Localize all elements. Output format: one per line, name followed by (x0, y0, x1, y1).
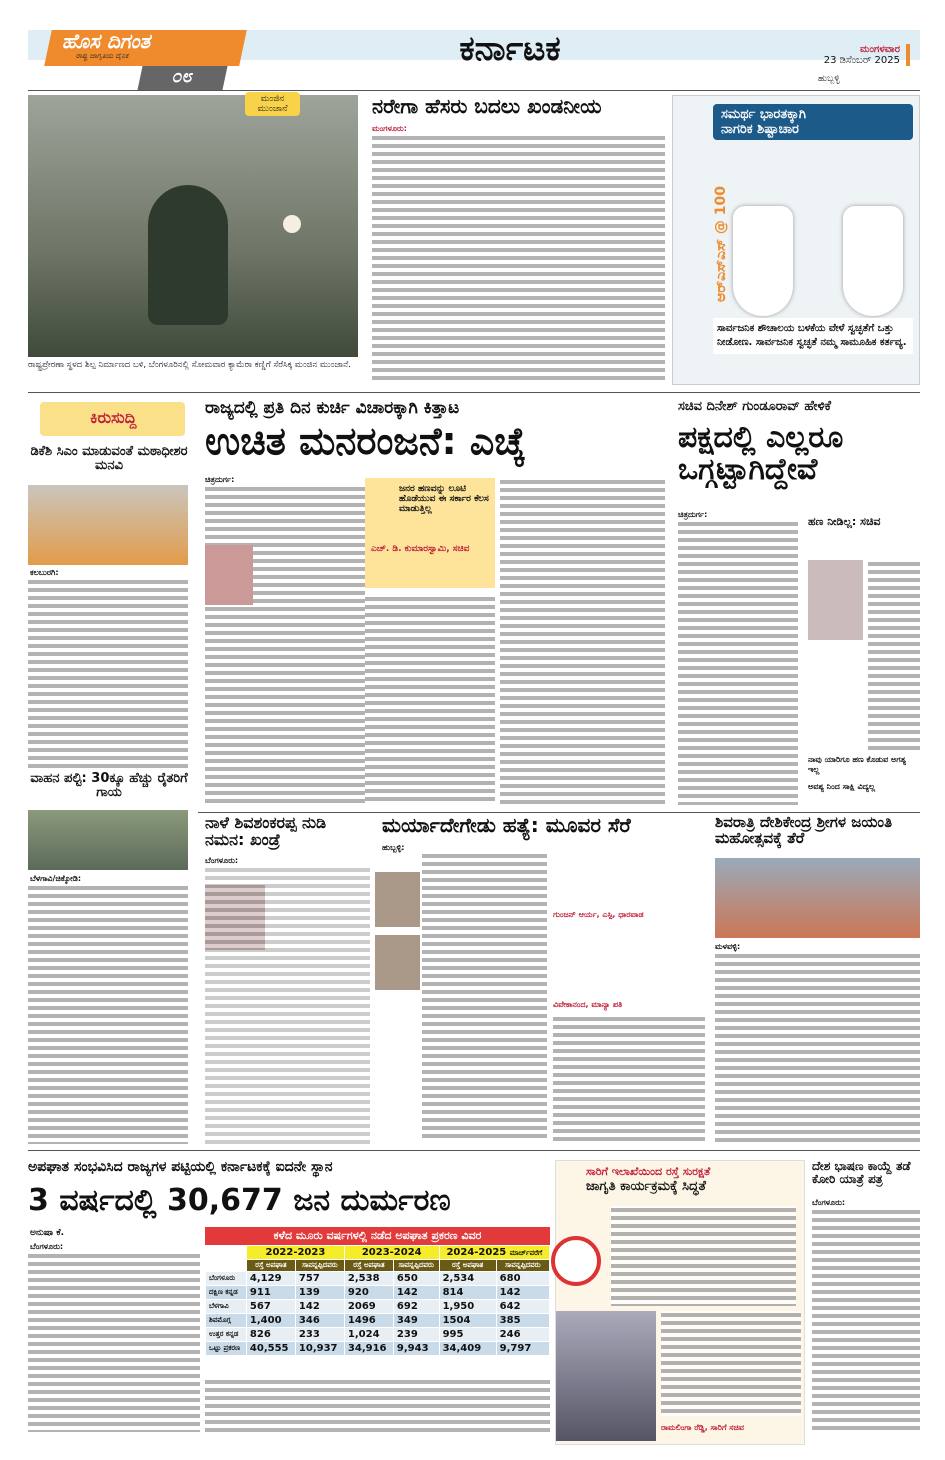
quote-text: ಜನರ ಹಣವನ್ನು ಲೂಟಿ ಹೊಡೆಯುವ ಈ ಸರ್ಕಾರ ಕೆಲಸ ಮಾಡುತ್ತಿಲ್ಲ (399, 484, 489, 514)
table-cell: 680 (496, 1272, 549, 1286)
ad-title (713, 104, 913, 140)
urinal-icon (733, 206, 793, 316)
table-cell: 34,409 (439, 1342, 496, 1356)
year-header: 2024-2025 ಮಾರ್ಚ್‌ವರೆಗೆ (439, 1246, 549, 1260)
shivaratri-headline: ಶಿವರಾತ್ರಿ ದೇಶಿಕೇಂದ್ರ ಶ್ರೀಗಳ ಜಯಂತಿ ಮಹೋತ್ಸವಕ್ಕೆ ತೆರೆ (715, 813, 893, 847)
table-row (206, 1328, 550, 1342)
photo-tag: ಮಂಜಿನ ಮುಂಜಾನೆ (245, 92, 300, 116)
date-block (800, 44, 910, 66)
dinesh-bullet-2: ಅವಶ್ಯ ನಿಂದ ಸಾಕ್ಷಿ ವಿದ್ಯಲ್ಲ (808, 782, 876, 791)
logo (44, 30, 247, 66)
murder-quote-2: ವಿವೇಕಾನಂದ, ಮಾನ್ಯಾ ಪತಿ (553, 1000, 623, 1009)
edition: ಹುಬ್ಬಳ್ಳಿ (818, 74, 840, 84)
district-cell: ಒಟ್ಟು ಪ್ರಕರಣ (206, 1342, 247, 1356)
awareness-logo (551, 1236, 601, 1286)
kiru-dateline-1: ಕಲಬುರಗಿ: (30, 568, 59, 577)
table-cell: 920 (344, 1286, 393, 1300)
fog-photo (28, 95, 358, 357)
table-cell: 9,797 (496, 1342, 549, 1356)
divider (28, 392, 920, 393)
shivaratri-dateline: ಮಳವಳ್ಳಿ: (715, 942, 741, 951)
lead-body-3 (500, 478, 665, 805)
district-cell: ಶಿವಮೊಗ್ಗ (206, 1314, 247, 1328)
urinal-icon (843, 206, 903, 316)
table-cell: 1,024 (344, 1328, 393, 1342)
table-row (206, 1272, 550, 1286)
murder-body-2 (553, 1015, 705, 1143)
year-header: 2022-2023 (246, 1246, 344, 1260)
table-cell: 826 (246, 1328, 295, 1342)
table-row (206, 1314, 550, 1328)
table-cell: 233 (295, 1328, 344, 1342)
shivaratri-body (715, 952, 920, 1144)
road-safety-ad (555, 1160, 805, 1445)
table-cell: 2069 (344, 1300, 393, 1314)
table-cell: 2,538 (344, 1272, 393, 1286)
crash-photo (556, 1311, 656, 1441)
murder-body (422, 852, 547, 1142)
photo-caption: ರಾಷ್ಟ್ರಪ್ರೇರಣಾ ಸ್ಥಳದ ಶಿಲ್ಪ ನಿರ್ಮಾಣದ ಬಳಿ, ಬೆಂಗಳೂರಿನಲ್ಲಿ ಸೋಮವಾರ ಕ್ಯಾಮೆರಾ ಕಣ್ಣಿಗೆ ಸೆರೆಸಿಕ್ಕ ಮಂಜಿನ ಮುಂಜಾನೆ. (28, 360, 351, 370)
dinesh-side-body (868, 560, 920, 750)
lead-quote-box (365, 478, 495, 588)
district-cell: ದಕ್ಷಿಣ ಕನ್ನಡ (206, 1286, 247, 1300)
divider (28, 1150, 920, 1151)
table-cell: 642 (496, 1300, 549, 1314)
year-header: 2023-2024 (344, 1246, 439, 1260)
dinesh-side-head: ಹಣ ನೀಡಿಲ್ಲ: ಸಚಿವ (808, 515, 881, 528)
logo-tagline: ರಾಷ್ಟ್ರ ಜಾಗೃತಿಯ ದೈನಿಕ (75, 52, 130, 60)
kiru-dateline-2: ಬೆಳಗಾವಿ/ಚಿಕ್ಕೋಡಿ: (30, 874, 82, 883)
table-cell: 1504 (439, 1314, 496, 1328)
ad-title-2: ಜಾಗೃತಿ ಕಾರ್ಯಕ್ರಮಕ್ಕೆ ಸಿದ್ಧತೆ (586, 1179, 706, 1194)
table-cell: 650 (393, 1272, 439, 1286)
accident-dateline: ಬೆಂಗಳೂರು: (30, 1242, 64, 1251)
shiva-body (205, 866, 370, 1146)
table-cell: 1,950 (439, 1300, 496, 1314)
table-cell: 34,916 (344, 1342, 393, 1356)
district-cell: ಬೆಂಗಳೂರು (206, 1272, 247, 1286)
nrega-body (372, 134, 665, 384)
accident-body (28, 1252, 200, 1432)
table-cell: 142 (295, 1300, 344, 1314)
district-cell: ಬೆಳಗಾವಿ (206, 1300, 247, 1314)
kiru-headline-2: ವಾಹನ ಪಲ್ಟಿ: 30ಕ್ಕೂ ಹೆಚ್ಚು ರೈತರಿಗೆ ಗಾಯ (30, 771, 188, 800)
table-cell: 239 (393, 1328, 439, 1342)
page-number: ೦೮ (137, 66, 227, 90)
accident-kicker: ಅಪಘಾತ ಸಂಭವಿಸಿದ ರಾಜ್ಯಗಳ ಪಟ್ಟಿಯಲ್ಲಿ ಕರ್ನಾಟಕಕ್ಕೆ ಐದನೇ ಸ್ಥಾನ (28, 1159, 333, 1175)
procession-photo (715, 858, 920, 938)
table-cell: 757 (295, 1272, 344, 1286)
weekday: ಮಂಗಳವಾರ (859, 44, 900, 55)
ad-title-line2: ನಾಗರಿಕ ಶಿಷ್ಟಾಚಾರ (721, 122, 799, 137)
nrega-dateline: ಮಂಗಳೂರು: (372, 124, 407, 133)
vehicle-photo (28, 810, 188, 870)
victim-photo (375, 935, 420, 990)
lead-dateline: ಚಿತ್ರದುರ್ಗ: (205, 475, 235, 484)
date: 23 ಡಿಸೆಂಬರ್ 2025 (823, 55, 900, 66)
table-cell: 349 (393, 1314, 439, 1328)
table-cell: 142 (496, 1286, 549, 1300)
district-cell: ಉತ್ತರ ಕನ್ನಡ (206, 1328, 247, 1342)
ad-body (611, 1206, 796, 1306)
accident-headline: 3 ವರ್ಷದಲ್ಲಿ 30,677 ಜನ ದುರ್ಮರಣ (28, 1183, 451, 1218)
dinesh-kicker: ಸಚಿವ ದಿನೇಶ್ ಗುಂಡೂರಾವ್ ಹೇಳಿಕೆ (678, 399, 832, 414)
logo-text: ಹೊಸ ದಿಗಂತ (60, 29, 155, 53)
table-row (206, 1286, 550, 1300)
lead-body (205, 485, 365, 805)
dinesh-photo (808, 560, 863, 640)
shiva-headline: ನಾಳೆ ಶಿವಶಂಕರಪ್ಪ ನುಡಿ ನಮನ: ಖಂಡ್ರೆ (205, 813, 327, 849)
table-cell: 814 (439, 1286, 496, 1300)
ad-quote (661, 1311, 801, 1416)
kiru-headline-1: ಡಿಕೆಶಿ ಸಿಎಂ ಮಾಡುವಂತೆ ಮಠಾಧೀಶರ ಮನವಿ (30, 444, 188, 473)
desh-headline: ದೇಶ ಭಾಷಣ ಕಾಯ್ದೆ ತಡೆ ಕೋರಿ ಯಾತ್ರೆ ಪತ್ರ (812, 1159, 911, 1186)
statue (148, 185, 228, 325)
table-cell: 10,937 (295, 1342, 344, 1356)
lead-headline: ಉಚಿತ ಮನರಂಜನೆ: ಎಚ್ಕೆ (205, 419, 526, 463)
shiva-dateline: ಬೆಂಗಳೂರು: (205, 856, 239, 865)
murder-headline: ಮರ್ಯಾದೇಗೇಡು ಹತ್ಯೆ: ಮೂವರ ಸೆರೆ (382, 813, 631, 837)
table-cell: 995 (439, 1328, 496, 1342)
table-cell: 911 (246, 1286, 295, 1300)
ad-quote-author: ರಾಮಲಿಂಗಾ ರೆಡ್ಡಿ, ಸಾರಿಗೆ ಸಚಿವ (661, 1423, 745, 1432)
byline: ಅನುಷಾ ಕೆ. (30, 1228, 65, 1238)
victim-photo (375, 872, 420, 927)
table-cell: 246 (496, 1328, 549, 1342)
table-cell: 346 (295, 1314, 344, 1328)
dinesh-dateline: ಚಿತ್ರದುರ್ಗ: (678, 510, 708, 519)
table-row (206, 1300, 550, 1314)
table-cell: 385 (496, 1314, 549, 1328)
ad-title-line1: ಸಮರ್ಥ ಭಾರತಕ್ಕಾಗಿ (721, 107, 806, 122)
murder-dateline: ಹುಬ್ಬಳ್ಳಿ: (382, 843, 405, 852)
ad-title-1: ಸಾರಿಗೆ ಇಲಾಖೆಯಿಂದ ರಸ್ತೆ ಸುರಕ್ಷತೆ (586, 1165, 711, 1178)
table-cell: 4,129 (246, 1272, 295, 1286)
accident-table: ಕಳೆದ ಮೂರು ವರ್ಷಗಳಲ್ಲಿ ನಡೆದ ಅಪಘಾತ ಪ್ರಕರಣ ವಿವರ 2022-2023 2023-2024 2024-2025 ಮಾರ್ಚ್‌ವರೆಗೆ ರಸ್ತೆ ಅಪಘಾತ ಸಾವನ್ನಪ್ಪಿದವರು ರಸ್ತೆ ಅಪಘಾತ ಸಾವನ್ನಪ್ಪಿದವರು ರಸ್ತೆ ಅಪಘಾತ ಸಾವನ್ನಪ್ಪಿದವರು ಬೆಂಗಳೂರು 4,129 757 2,538 650 2,534 680 ದಕ್ಷಿಣ ಕನ್ನಡ 911 139 920 142 814 142 ಬೆಳಗಾವಿ 567 142 2069 692 1,950 642 ಶಿವಮೊಗ್ಗ 1,400 346 1496 349 1504 385 ಉತ್ತರ ಕನ್ನಡ 826 233 1,024 239 995 246 ಒಟ್ಟು ಪ್ರಕರಣ 40,555 10,937 34,916 9,943 34,409 9,797 (205, 1227, 550, 1356)
desh-body (812, 1208, 920, 1433)
accident-body-2 (205, 1378, 550, 1433)
murder-quote-1: ಗುಂಜನ್ ಆರ್ಯ, ಎಸ್ಪಿ, ಧಾರವಾಡ (553, 910, 644, 919)
table-row (206, 1342, 550, 1356)
table-cell: 139 (295, 1286, 344, 1300)
nrega-headline: ನರೇಗಾ ಹೆಸರು ಬದಲು ಖಂಡನೀಯ (372, 94, 602, 118)
table-cell: 1,400 (246, 1314, 295, 1328)
lead-kicker: ರಾಜ್ಯದಲ್ಲಿ ಪ್ರತಿ ದಿನ ಕುರ್ಚಿ ವಿಚಾರಕ್ಕಾಗಿ ಕಿತ್ತಾಟ (205, 398, 460, 418)
kiru-label: ಕಿರುಸುದ್ದಿ (40, 402, 185, 436)
section-title: ಕರ್ನಾಟಕ (459, 29, 561, 69)
table-cell: 9,943 (393, 1342, 439, 1356)
lead-body-2 (365, 595, 495, 805)
kiru-body-2 (28, 884, 188, 1144)
dinesh-headline: ಪಕ್ಷದಲ್ಲಿ ಎಲ್ಲರೂ ಒಗ್ಗಟ್ಟಾಗಿದ್ದೇವೆ (678, 420, 844, 487)
hdk-photo (205, 545, 253, 605)
table-cell: 40,555 (246, 1342, 295, 1356)
dinesh-bullet-1: ನಾವು ಯಾರಿಗೂ ಹಣ ಕೊಡುವ ಅಗತ್ಯ ಇಲ್ಲ (808, 755, 906, 774)
ad-caption: ಸಾರ್ವಜನಿಕ ಶೌಚಾಲಯ ಬಳಕೆಯ ವೇಳೆ ಸ್ವಚ್ಛತೆಗೆ ಒತ್ತು ನೀಡೋಣ. ಸಾರ್ವಜನಿಕ ಸ್ವಚ್ಛತೆ ನಮ್ಮ ಸಾಮೂಹಿಕ ಕರ್ತವ್ಯ. (713, 318, 913, 354)
table-cell: 142 (393, 1286, 439, 1300)
table-cell: 2,534 (439, 1272, 496, 1286)
quote-author: ಎಚ್. ಡಿ. ಕುಮಾರಸ್ವಾಮಿ, ಸಚಿವ (371, 544, 470, 554)
ad-side-label: ಆರ್‌ಎಸ್‌ಎಸ್ @ 100 (713, 185, 730, 303)
table-cell: 567 (246, 1300, 295, 1314)
divider (28, 90, 920, 91)
desh-dateline: ಬೆಂಗಳೂರು: (812, 1198, 846, 1207)
dinesh-body (678, 520, 798, 805)
civic-ad (672, 95, 920, 385)
table-cell: 692 (393, 1300, 439, 1314)
kiru-body-1 (28, 578, 188, 768)
seers-photo (28, 485, 188, 565)
table-title: ಕಳೆದ ಮೂರು ವರ್ಷಗಳಲ್ಲಿ ನಡೆದ ಅಪಘಾತ ಪ್ರಕರಣ ವಿವರ (205, 1227, 550, 1245)
sun (283, 215, 301, 233)
table-cell: 1496 (344, 1314, 393, 1328)
